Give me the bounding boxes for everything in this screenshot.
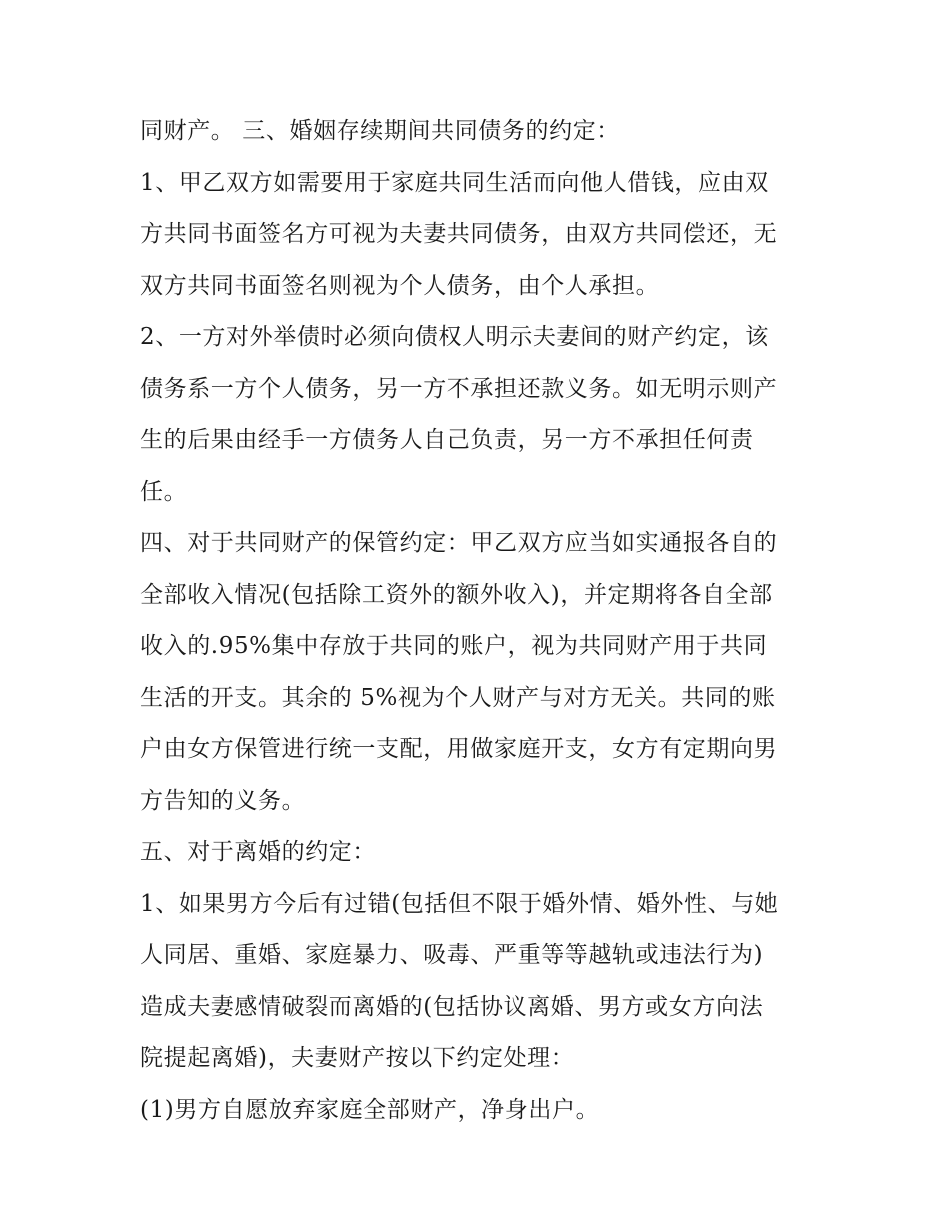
text-line: 人同居、重婚、家庭暴力、吸毒、严重等等越轨或违法行为) <box>140 942 764 968</box>
text-line: 1、如果男方今后有过错(包括但不限于婚外情、婚外性、与她 <box>140 890 779 917</box>
document-body <box>140 106 820 1136</box>
text-line: 生活的开支。其余的 5%视为个人财产与对方无关。共同的账 <box>140 684 776 711</box>
text-line: 生的后果由经手一方债务人自己负责，另一方不承担任何责 <box>140 427 754 453</box>
text-line: 四、对于共同财产的保管约定：甲乙双方应当如实通报各自的 <box>140 530 778 556</box>
text-line: 债务系一方个人债务，另一方不承担还款义务。如无明示则产 <box>140 375 778 402</box>
text-line: 五、对于离婚的约定： <box>140 839 376 865</box>
text-line: 收入的.95%集中存放于共同的账户，视为共同财产用于共同 <box>140 633 768 659</box>
text-line: 院提起离婚)，夫妻财产按以下约定处理： <box>140 1045 575 1071</box>
text-line: 同财产。 三、婚姻存续期间共同债务的约定： <box>140 118 620 144</box>
text-line: 造成夫妻感情破裂而离婚的(包括协议离婚、男方或女方向法 <box>140 993 764 1020</box>
text-line: 1、甲乙双方如需要用于家庭共同生活而向他人借钱，应由双 <box>140 169 769 196</box>
text-line: 全部收入情况(包括除工资外的额外收入)，并定期将各自全部 <box>140 581 773 608</box>
text-line: (1)男方自愿放弃家庭全部财产，净身出户。 <box>140 1096 600 1123</box>
text-line: 双方共同书面签名则视为个人债务，由个人承担。 <box>140 272 660 299</box>
text-line: 方告知的义务。 <box>140 787 306 814</box>
text-line: 方共同书面签名方可视为夫妻共同债务，由双方共同偿还，无 <box>140 221 778 247</box>
text-line: 任。 <box>140 478 188 505</box>
text-line: 2、一方对外举债时必须向债权人明示夫妻间的财产约定，该 <box>140 324 769 350</box>
text-line: 户由女方保管进行统一支配，用做家庭开支，女方有定期向男 <box>140 736 778 762</box>
